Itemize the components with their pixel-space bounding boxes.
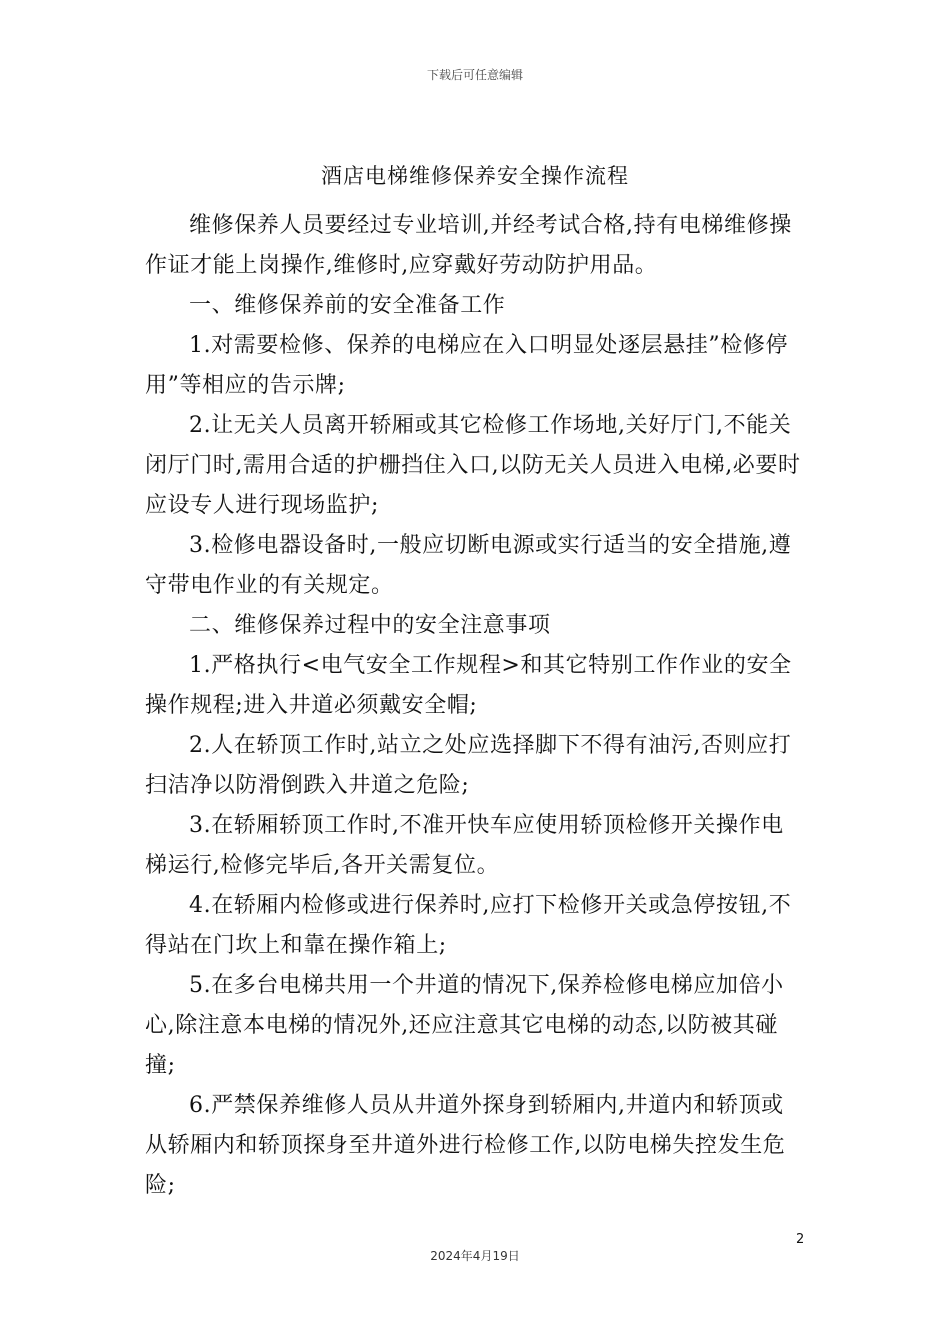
paragraph-item: 2.让无关人员离开轿厢或其它检修工作场地,关好厅门,不能关闭厅门时,需用合适的护栅挡住入口,以防无关人员进入电梯,必要时应设专人进行现场监护; <box>145 413 801 518</box>
section-heading-2: 二、维修保养过程中的安全注意事项 <box>189 613 551 638</box>
section-heading-1: 一、维修保养前的安全准备工作 <box>189 293 506 318</box>
paragraph-item: 5.在多台电梯共用一个井道的情况下,保养检修电梯应加倍小心,除注意本电梯的情况外,还应注意其它电梯的动态,以防被其碰撞; <box>145 973 784 1078</box>
paragraph-item: 1.严格执行<电气安全工作规程>和其它特别工作作业的安全操作规程;进入井道必须戴安全帽; <box>145 653 792 718</box>
page-header: 下载后可任意编辑 <box>426 68 523 82</box>
document-title: 酒店电梯维修保养安全操作流程 <box>321 164 629 188</box>
paragraph-intro: 维修保养人员要经过专业培训,并经考试合格,持有电梯维修操作证才能上岗操作,维修时,应穿戴好劳动防护用品。 <box>145 213 792 278</box>
paragraph-item: 1.对需要检修、保养的电梯应在入口明显处逐层悬挂”检修停用”等相应的告示牌; <box>145 333 789 398</box>
document-body <box>145 206 805 1206</box>
paragraph-item: 2.人在轿顶工作时,站立之处应选择脚下不得有油污,否则应打扫洁净以防滑倒跌入井道之危险; <box>145 733 792 798</box>
paragraph-item: 4.在轿厢内检修或进行保养时,应打下检修开关或急停按钮,不得站在门坎上和靠在操作箱上; <box>145 893 792 958</box>
paragraph-item: 3.在轿厢轿顶工作时,不准开快车应使用轿顶检修开关操作电梯运行,检修完毕后,各开关需复位。 <box>145 813 784 878</box>
paragraph-item: 3.检修电器设备时,一般应切断电源或实行适当的安全措施,遵守带电作业的有关规定。 <box>145 533 792 598</box>
paragraph-item: 6.严禁保养维修人员从井道外探身到轿厢内,井道内和轿顶或从轿厢内和轿顶探身至井道外进行检修工作,以防电梯失控发生危险; <box>145 1093 786 1198</box>
page-number: 2 <box>796 1232 805 1247</box>
footer-date: 2024年4月19日 <box>430 1249 520 1263</box>
